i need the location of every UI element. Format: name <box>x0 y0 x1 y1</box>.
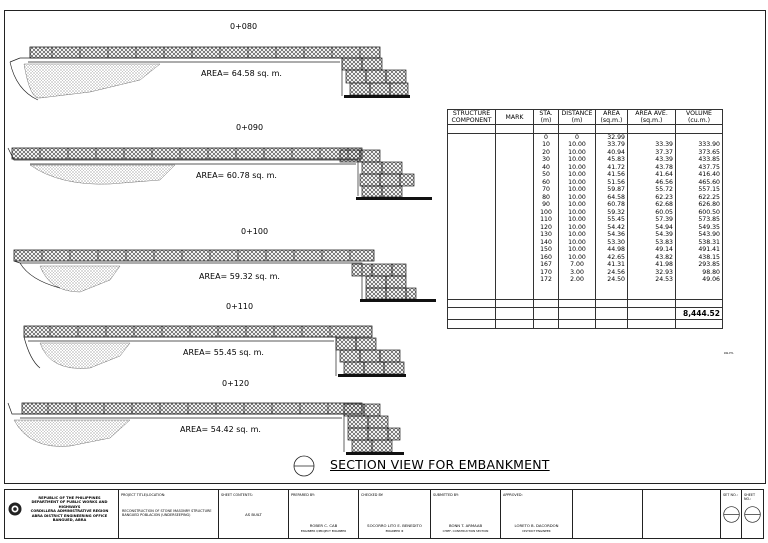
structure-cell <box>448 246 496 254</box>
empty-cell <box>596 291 628 299</box>
volume-cell: 465.60 <box>676 179 723 187</box>
header-mark: MARK <box>496 110 534 125</box>
checked-by-designation: ENGINEER III <box>385 529 404 533</box>
area-label-100: AREA= 59.32 sq. m. <box>199 272 280 281</box>
area-average-cell: 62.68 <box>628 201 676 209</box>
structure-cell <box>448 209 496 217</box>
station-cell: 40 <box>534 164 559 172</box>
table-spacer-row <box>448 291 723 299</box>
agency-cell <box>5 490 119 538</box>
mark-cell <box>496 246 534 254</box>
structure-cell <box>448 216 496 224</box>
distance-cell: 3.00 <box>559 269 596 277</box>
approved-by-name: LORETO B. DACORDON <box>514 523 559 528</box>
distance-cell: 10.00 <box>559 224 596 232</box>
area-cell: 41.56 <box>596 171 628 179</box>
structure-cell <box>448 254 496 262</box>
area-cell: 54.42 <box>596 224 628 232</box>
table-row <box>448 141 723 149</box>
table-row <box>448 216 723 224</box>
empty-cell <box>496 308 534 320</box>
station-cell: 60 <box>534 179 559 187</box>
distance-cell: 10.00 <box>559 171 596 179</box>
area-average-cell: 62.23 <box>628 194 676 202</box>
section-label-110: 0+110 <box>226 302 254 311</box>
section-label-120: 0+120 <box>222 379 250 388</box>
mark-cell <box>496 156 534 164</box>
mark-cell <box>496 216 534 224</box>
section-label-100: 0+100 <box>241 227 269 236</box>
prepared-by-label: PREPARED BY: <box>291 493 315 497</box>
mark-cell <box>496 209 534 217</box>
table-row <box>448 246 723 254</box>
sheet-contents: AS BUILT <box>245 512 262 517</box>
structure-cell <box>448 179 496 187</box>
empty-cell <box>496 320 534 329</box>
station-cell: 172 <box>534 276 559 284</box>
revision-cell-2 <box>643 490 721 538</box>
area-average-cell: 24.53 <box>628 276 676 284</box>
empty-cell <box>628 308 676 320</box>
empty-cell <box>534 308 559 320</box>
empty-cell <box>559 291 596 299</box>
mark-cell <box>496 141 534 149</box>
area-average-cell: 41.98 <box>628 261 676 269</box>
structure-cell <box>448 261 496 269</box>
station-cell: 30 <box>534 156 559 164</box>
submitted-by-name: BONN T. ARMAAB <box>448 523 483 528</box>
table-spacer-row <box>448 125 723 134</box>
area-cell: 40.94 <box>596 149 628 157</box>
area-average-cell: 49.14 <box>628 246 676 254</box>
sheet-number-label: SHEET NO.: <box>744 493 756 501</box>
volume-cell: 626.80 <box>676 201 723 209</box>
structure-cell <box>448 149 496 157</box>
table-row <box>448 276 723 284</box>
station-cell: 70 <box>534 186 559 194</box>
empty-cell <box>496 291 534 299</box>
distance-cell: 10.00 <box>559 156 596 164</box>
empty-cell <box>448 299 496 308</box>
volume-cell: 437.75 <box>676 164 723 172</box>
area-average-cell: 46.56 <box>628 179 676 187</box>
volume-cell: 600.50 <box>676 209 723 217</box>
area-cell: 54.36 <box>596 231 628 239</box>
header-volume: VOLUME (cu.m.) <box>676 110 723 125</box>
mark-cell <box>496 179 534 187</box>
volume-cell: 491.41 <box>676 246 723 254</box>
area-average-cell: 43.82 <box>628 254 676 262</box>
structure-cell <box>448 224 496 232</box>
area-average-cell: 43.78 <box>628 164 676 172</box>
station-cell: 130 <box>534 231 559 239</box>
sheet-contents-cell <box>219 490 289 538</box>
distance-cell: 0 <box>559 133 596 141</box>
volume-cell: 49.06 <box>676 276 723 284</box>
empty-cell <box>596 299 628 308</box>
volume-cell: 416.40 <box>676 171 723 179</box>
prepared-by-cell <box>289 490 359 538</box>
checked-by-label: CHECKED BY: <box>361 493 384 497</box>
distance-cell: 10.00 <box>559 231 596 239</box>
mark-cell <box>496 133 534 141</box>
sheet-number-symbol-icon <box>744 506 761 523</box>
agency-line: BANGUED, ABRA <box>52 518 87 523</box>
header-area-average: AREA AVE. (sq.m.) <box>628 110 676 125</box>
station-cell: 167 <box>534 261 559 269</box>
station-cell: 170 <box>534 269 559 277</box>
area-average-cell: 55.72 <box>628 186 676 194</box>
area-cell: 33.79 <box>596 141 628 149</box>
station-cell: 50 <box>534 171 559 179</box>
title-block <box>4 489 764 539</box>
prepared-by-designation: ENGINEER II/PROJECT ENGINEER <box>300 529 347 533</box>
area-cell: 42.65 <box>596 254 628 262</box>
table-row <box>448 149 723 157</box>
distance-cell: 7.00 <box>559 261 596 269</box>
table-row <box>448 179 723 187</box>
empty-cell <box>448 308 496 320</box>
mark-cell <box>496 239 534 247</box>
area-cell: 32.99 <box>596 133 628 141</box>
volume-cell: 438.15 <box>676 254 723 262</box>
structure-cell <box>448 156 496 164</box>
volume-cell: 557.15 <box>676 186 723 194</box>
empty-cell <box>448 291 496 299</box>
area-label-090: AREA= 60.78 sq. m. <box>196 171 277 180</box>
empty-cell <box>534 320 559 329</box>
header-structure-component: STRUCTURE COMPONENT <box>448 110 496 125</box>
set-number-label: SET NO.: <box>723 493 738 497</box>
volume-cell: 573.85 <box>676 216 723 224</box>
volume-computation-table <box>447 109 723 329</box>
distance-cell: 2.00 <box>559 276 596 284</box>
structure-cell <box>448 171 496 179</box>
empty-cell <box>628 299 676 308</box>
volume-cell: 549.35 <box>676 224 723 232</box>
station-cell: 140 <box>534 239 559 247</box>
volume-cell: 433.85 <box>676 156 723 164</box>
empty-cell <box>448 320 496 329</box>
sheet-contents-label: SHEET CONTENTS: <box>221 493 253 497</box>
area-cell: 45.83 <box>596 156 628 164</box>
agency-line: REPUBLIC OF THE PHILIPPINES <box>38 496 101 500</box>
area-average-cell: 37.37 <box>628 149 676 157</box>
table-row <box>448 224 723 232</box>
prepared-by-name: ROBER C. CAB <box>309 523 338 528</box>
station-cell: 110 <box>534 216 559 224</box>
distance-cell: 10.00 <box>559 194 596 202</box>
distance-cell: 10.00 <box>559 201 596 209</box>
table-row <box>448 254 723 262</box>
area-average-cell: 32.93 <box>628 269 676 277</box>
area-average-cell: 54.94 <box>628 224 676 232</box>
table-row <box>448 194 723 202</box>
table-row <box>448 261 723 269</box>
station-cell: 100 <box>534 209 559 217</box>
distance-cell: 10.00 <box>559 246 596 254</box>
area-average-cell <box>628 133 676 141</box>
station-cell: 150 <box>534 246 559 254</box>
mark-cell <box>496 224 534 232</box>
area-cell: 64.58 <box>596 194 628 202</box>
agency-name-block <box>23 496 116 522</box>
drawing-title: SECTION VIEW FOR EMBANKMENT <box>330 457 550 472</box>
section-label-080: 0+080 <box>230 22 258 31</box>
structure-cell <box>448 239 496 247</box>
table-spacer-row <box>448 299 723 308</box>
empty-cell <box>559 284 596 292</box>
empty-cell <box>676 299 723 308</box>
area-average-cell: 41.64 <box>628 171 676 179</box>
empty-cell <box>596 308 628 320</box>
empty-cell <box>628 291 676 299</box>
station-cell: 120 <box>534 224 559 232</box>
empty-cell <box>628 320 676 329</box>
header-area: AREA (sq.m.) <box>596 110 628 125</box>
empty-cell <box>559 320 596 329</box>
area-label-120: AREA= 54.42 sq. m. <box>180 425 261 434</box>
volume-cell: 333.90 <box>676 141 723 149</box>
area-cell: 59.87 <box>596 186 628 194</box>
structure-cell <box>448 269 496 277</box>
mark-cell <box>496 171 534 179</box>
volume-cell: 538.31 <box>676 239 723 247</box>
approved-by-designation: DISTRICT ENGINEER <box>522 529 551 533</box>
structure-cell <box>448 141 496 149</box>
mark-cell <box>496 254 534 262</box>
project-title-label: PROJECT TITLE/LOCATION: <box>121 493 166 497</box>
table-row <box>448 239 723 247</box>
table-row <box>448 186 723 194</box>
mark-cell <box>496 261 534 269</box>
empty-cell <box>596 320 628 329</box>
structure-cell <box>448 201 496 209</box>
agency-line: ABRA DISTRICT ENGINEERING OFFICE <box>31 513 108 518</box>
table-total-row <box>448 308 723 320</box>
table-spacer-row <box>448 284 723 292</box>
mark-cell <box>496 194 534 202</box>
area-cell: 24.50 <box>596 276 628 284</box>
table-row <box>448 231 723 239</box>
distance-cell: 10.00 <box>559 209 596 217</box>
structure-cell <box>448 194 496 202</box>
area-label-080: AREA= 64.58 sq. m. <box>201 69 282 78</box>
distance-cell: 10.00 <box>559 254 596 262</box>
submitted-by-cell <box>431 490 501 538</box>
area-average-cell: 54.39 <box>628 231 676 239</box>
area-average-cell: 33.39 <box>628 141 676 149</box>
table-spacer-row <box>448 320 723 329</box>
structure-cell <box>448 276 496 284</box>
structure-cell <box>448 133 496 141</box>
area-cell: 55.45 <box>596 216 628 224</box>
empty-cell <box>628 284 676 292</box>
area-average-cell: 53.83 <box>628 239 676 247</box>
area-cell: 59.32 <box>596 209 628 217</box>
distance-cell: 10.00 <box>559 164 596 172</box>
area-cell: 41.31 <box>596 261 628 269</box>
submitted-by-designation: CHIEF, CONSTRUCTION SECTION <box>442 529 489 533</box>
station-cell: 80 <box>534 194 559 202</box>
station-cell: 160 <box>534 254 559 262</box>
table-row <box>448 269 723 277</box>
empty-cell <box>596 284 628 292</box>
distance-cell: 10.00 <box>559 179 596 187</box>
table-body <box>448 125 723 329</box>
agency-line: DEPARTMENT OF PUBLIC WORKS AND HIGHWAYS <box>31 500 108 509</box>
volume-cell: 622.25 <box>676 194 723 202</box>
agency-line: CORDILLERA ADMINISTRATIVE REGION <box>30 509 109 514</box>
structure-cell <box>448 164 496 172</box>
volume-cell: 293.85 <box>676 261 723 269</box>
mark-cell <box>496 231 534 239</box>
empty-cell <box>496 299 534 308</box>
empty-cell <box>496 284 534 292</box>
area-average-cell: 57.39 <box>628 216 676 224</box>
revision-cell-1 <box>573 490 643 538</box>
volume-cell: 98.80 <box>676 269 723 277</box>
structure-cell <box>448 231 496 239</box>
table-row <box>448 171 723 179</box>
empty-cell <box>559 308 596 320</box>
area-label-110: AREA= 55.45 sq. m. <box>183 348 264 357</box>
header-station: STA. (m) <box>534 110 559 125</box>
project-title-cell <box>119 490 219 538</box>
checked-by-cell <box>359 490 431 538</box>
distance-cell: 10.00 <box>559 216 596 224</box>
total-unit: cu.m. <box>724 350 734 355</box>
mark-cell <box>496 201 534 209</box>
project-title: RECONSTRUCTION OF STONE MASONRY STRUCTURE BANGUED POBLACION (UNDERSEEPING) <box>122 509 212 517</box>
area-cell: 53.30 <box>596 239 628 247</box>
mark-cell <box>496 164 534 172</box>
empty-cell <box>559 299 596 308</box>
area-average-cell: 43.39 <box>628 156 676 164</box>
sheet-number-cell <box>742 490 763 538</box>
table-row <box>448 209 723 217</box>
area-average-cell: 60.05 <box>628 209 676 217</box>
empty-cell <box>534 291 559 299</box>
volume-cell: 543.90 <box>676 231 723 239</box>
empty-cell <box>534 299 559 308</box>
empty-cell <box>676 320 723 329</box>
area-cell: 24.56 <box>596 269 628 277</box>
table-row <box>448 156 723 164</box>
empty-cell <box>676 291 723 299</box>
table-row <box>448 201 723 209</box>
area-cell: 60.78 <box>596 201 628 209</box>
checked-by-name: SOCORRO LITO E. BENEDITO <box>367 523 422 528</box>
station-cell: 0 <box>534 133 559 141</box>
structure-cell <box>448 186 496 194</box>
distance-cell: 10.00 <box>559 186 596 194</box>
dpwh-seal-icon <box>8 502 22 516</box>
volume-cell: 373.65 <box>676 149 723 157</box>
mark-cell <box>496 186 534 194</box>
station-cell: 10 <box>534 141 559 149</box>
table-header-row <box>448 110 723 125</box>
set-number-cell <box>721 490 742 538</box>
station-cell: 90 <box>534 201 559 209</box>
distance-cell: 10.00 <box>559 149 596 157</box>
empty-cell <box>448 284 496 292</box>
volume-cell <box>676 133 723 141</box>
distance-cell: 10.00 <box>559 141 596 149</box>
approved-by-cell <box>501 490 573 538</box>
station-cell: 20 <box>534 149 559 157</box>
section-label-090: 0+090 <box>236 123 264 132</box>
submitted-by-label: SUBMITTED BY: <box>433 493 459 497</box>
table-row <box>448 133 723 141</box>
empty-cell <box>676 284 723 292</box>
area-cell: 51.56 <box>596 179 628 187</box>
section-symbol-icon <box>293 455 315 477</box>
total-volume: 8,444.52 <box>676 308 723 320</box>
area-cell: 41.72 <box>596 164 628 172</box>
approved-by-label: APPROVED: <box>503 493 523 497</box>
set-number-symbol-icon <box>723 506 740 523</box>
mark-cell <box>496 276 534 284</box>
area-cell: 44.98 <box>596 246 628 254</box>
header-distance: DISTANCE (m) <box>559 110 596 125</box>
empty-cell <box>534 284 559 292</box>
mark-cell <box>496 149 534 157</box>
distance-cell: 10.00 <box>559 239 596 247</box>
table-row <box>448 164 723 172</box>
mark-cell <box>496 269 534 277</box>
